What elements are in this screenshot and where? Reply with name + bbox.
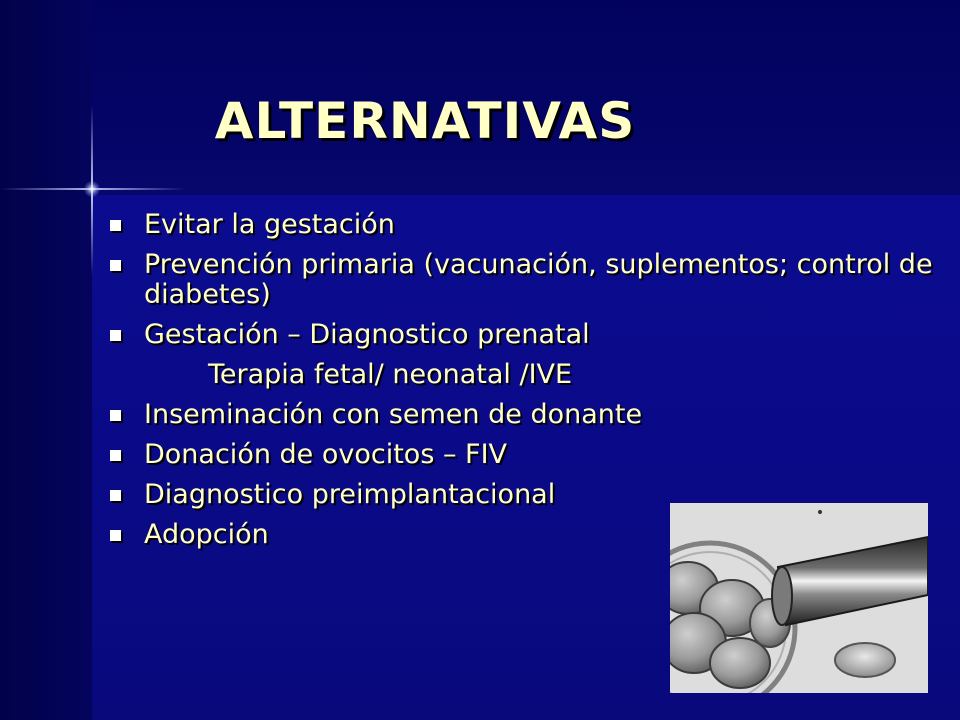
bullet-text: Inseminación con semen de donante <box>144 399 643 430</box>
bullet-text: Evitar la gestación <box>144 209 395 240</box>
bullet-text: Terapia fetal/ neonatal /IVE <box>208 359 573 390</box>
square-bullet-icon <box>110 450 121 461</box>
bullet-text: Donación de ovocitos – FIV <box>144 439 508 470</box>
square-bullet-icon <box>110 220 121 231</box>
bullet-item <box>104 400 934 430</box>
square-bullet-icon <box>110 490 121 501</box>
bullet-text: Diagnostico preimplantacional <box>144 479 556 510</box>
bullet-item <box>104 210 934 240</box>
bullet-text: Prevención primaria (vacunación, suplementos; control de diabetes) <box>144 249 933 310</box>
slide-title: ALTERNATIVAS <box>214 92 636 150</box>
embryo-biopsy-photo <box>670 503 928 693</box>
bullet-item <box>104 320 934 350</box>
square-bullet-icon <box>110 330 121 341</box>
square-bullet-icon <box>110 260 121 271</box>
square-bullet-icon <box>110 530 121 541</box>
bullet-item <box>104 250 934 310</box>
bullet-continuation <box>104 360 934 390</box>
bullet-item <box>104 440 934 470</box>
square-bullet-icon <box>110 410 121 421</box>
light-flare-center <box>84 181 100 197</box>
bullet-text: Adopción <box>144 519 269 550</box>
bullet-text: Gestación – Diagnostico prenatal <box>144 319 590 350</box>
